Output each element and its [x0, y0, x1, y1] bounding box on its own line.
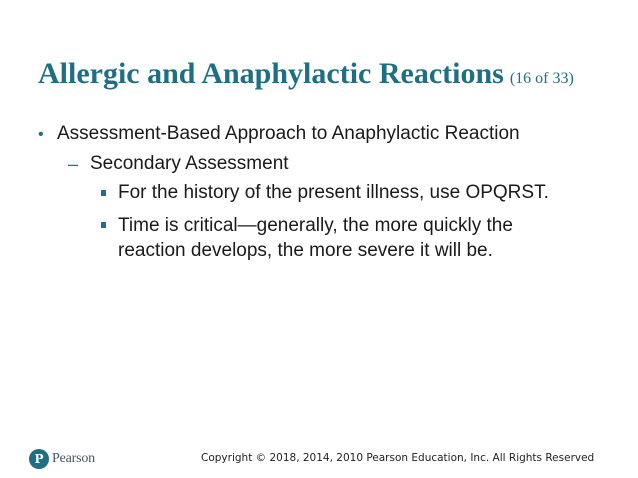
pearson-logo [29, 446, 95, 472]
square-bullet-icon [101, 222, 106, 228]
slide-title-text: Allergic and Anaphylactic Reactions [38, 57, 504, 90]
bullet-level1-text: Assessment-Based Approach to Anaphylactic Reaction [57, 123, 520, 144]
bullet-level1-icon: • [38, 126, 44, 143]
pearson-logo-icon: P [29, 449, 49, 469]
bullet-level3-text-2-line-2: reaction develops, the more severe it will be. [118, 240, 493, 261]
slide-title [38, 57, 574, 96]
pearson-logo-text: Pearson [52, 451, 95, 466]
bullet-level3-text-1: For the history of the present illness, use OPQRST. [118, 182, 549, 203]
slide-counter: (16 of 33) [509, 70, 574, 87]
bullet-level2-text: Secondary Assessment [90, 153, 289, 174]
bullet-level3-text-2-line-1: Time is critical—generally, the more quickly the [118, 215, 513, 236]
bullet-level2-icon: – [68, 154, 79, 174]
copyright-text: Copyright © 2018, 2014, 2010 Pearson Education, Inc. All Rights Reserved [201, 452, 595, 464]
square-bullet-icon [101, 190, 106, 196]
